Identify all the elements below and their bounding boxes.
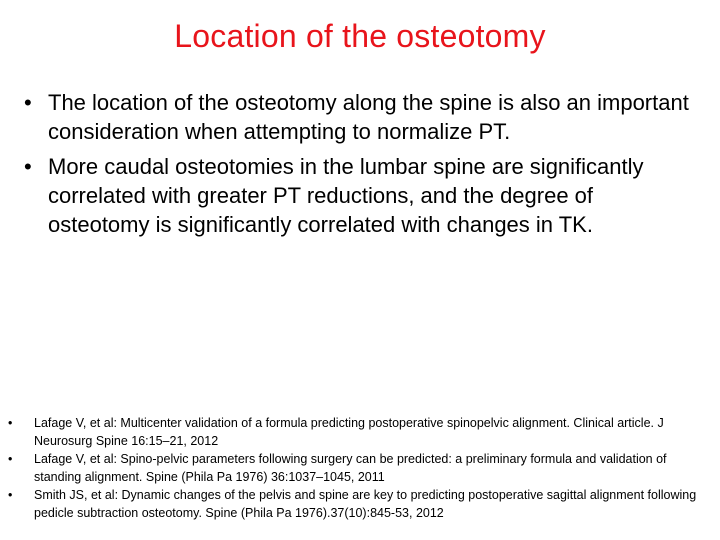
reference-text: Smith JS, et al: Dynamic changes of the pelvis and spine are key to predicting postoperative sagittal alignment following pedicle subtraction osteotomy. Spine (Phila Pa 1976).37(10):845-53, 2012 <box>34 488 697 520</box>
bullet-icon: • <box>8 416 13 430</box>
main-bullet-item <box>24 152 694 239</box>
bullet-icon: • <box>8 488 13 502</box>
reference-text: Lafage V, et al: Multicenter validation of a formula predicting postoperative spinopelvic alignment. Clinical article. J Neurosurg Spine 16:15–21, 2012 <box>34 416 664 448</box>
main-bullet-text: The location of the osteotomy along the spine is also an important consideration when attempting to normalize PT. <box>48 90 689 144</box>
slide-title: Location of the osteotomy <box>174 18 546 54</box>
bullet-icon: • <box>8 452 13 466</box>
reference-item <box>8 486 703 522</box>
bullet-icon: • <box>24 154 32 179</box>
reference-text: Lafage V, et al: Spino-pelvic parameters following surgery can be predicted: a preliminary formula and validation of standing alignment. Spine (Phila Pa 1976) 36:1037–1045, 2011 <box>34 452 667 484</box>
main-bullet-list <box>24 88 694 245</box>
bullet-icon: • <box>24 90 32 115</box>
main-bullet-item <box>24 88 694 146</box>
main-bullet-text: More caudal osteotomies in the lumbar spine are significantly correlated with greater PT reductions, and the degree of osteotomy is significantly correlated with changes in TK. <box>48 154 644 237</box>
reference-list <box>8 414 703 522</box>
reference-item <box>8 450 703 486</box>
reference-item <box>8 414 703 450</box>
